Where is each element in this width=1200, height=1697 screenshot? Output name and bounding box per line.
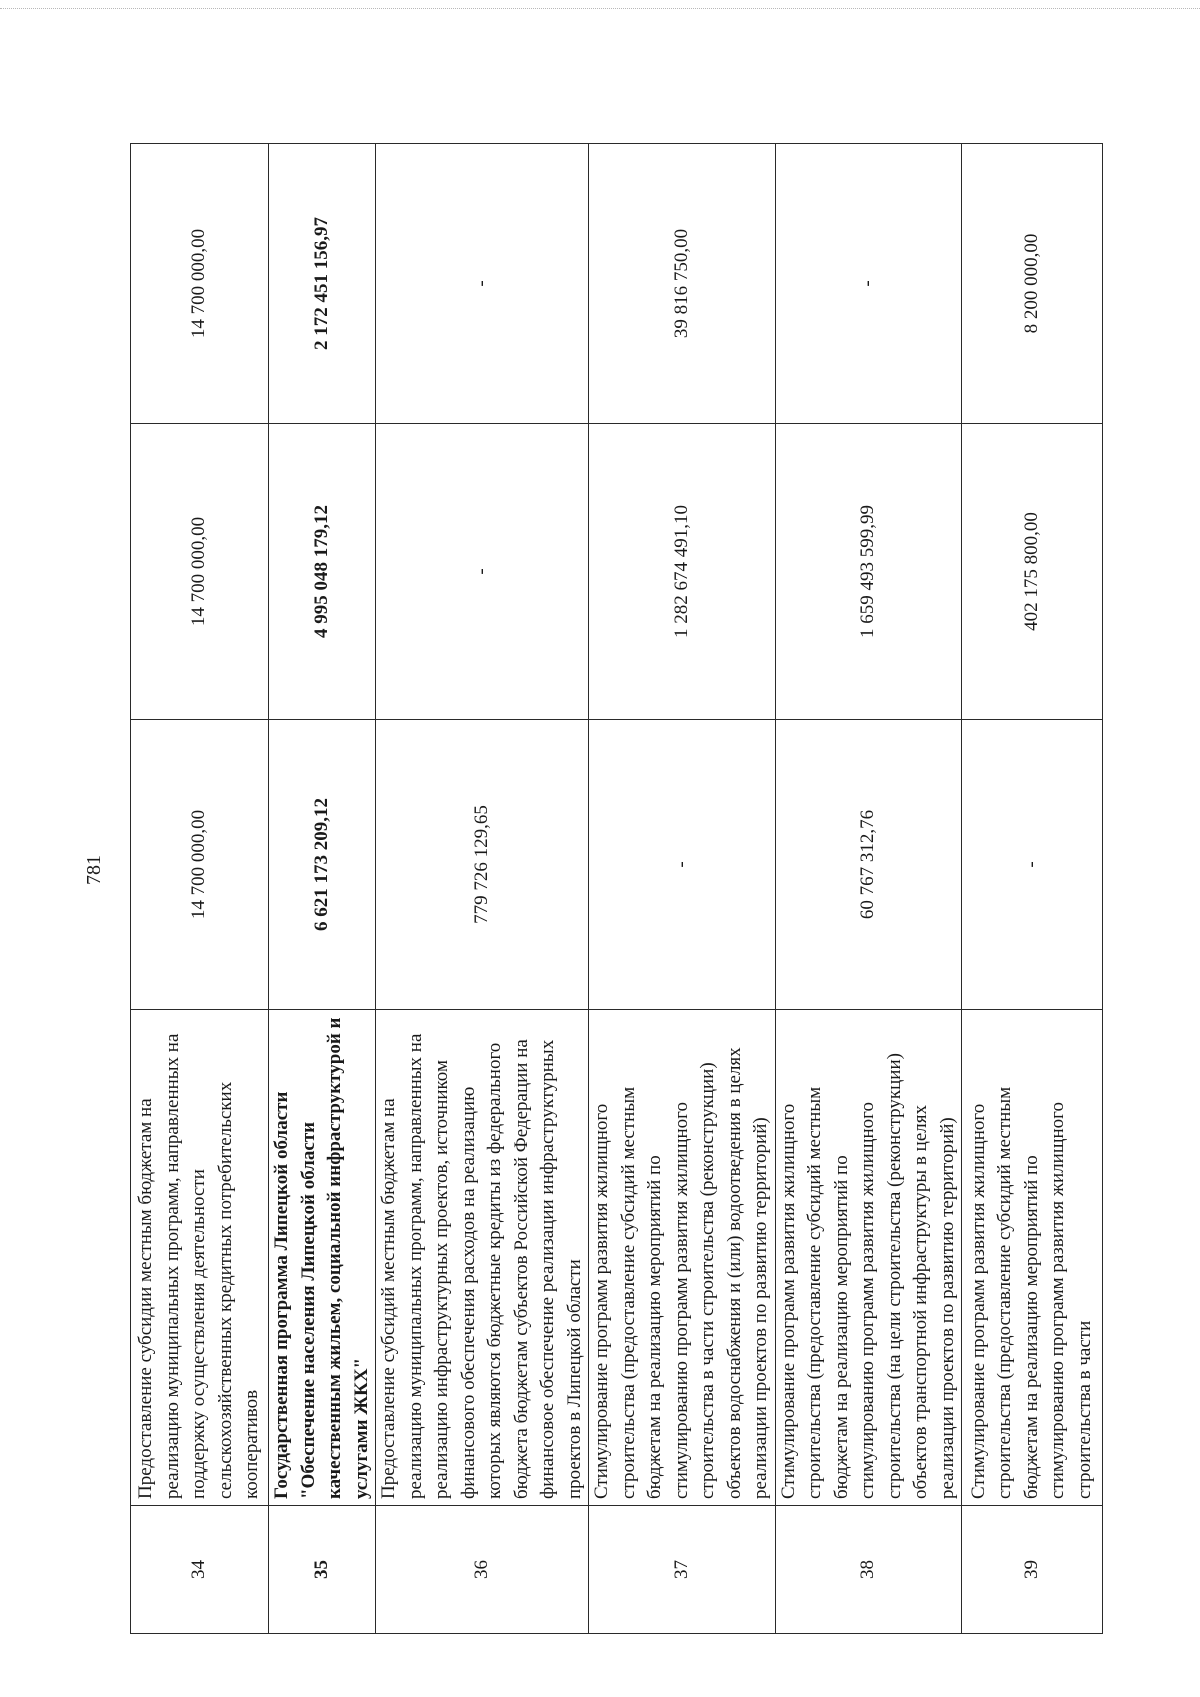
row-description: Стимулирование программ развития жилищного строительства (предоставление субсидий местным бюджетам на реализацию мероприятий по стимулированию программ развития жилищного строительства (на цели строительства (реконструкции) объектов транспортной инфраструктуры в целях реализации проектов по развитию территорий) [775, 1010, 962, 1506]
table-row-program [269, 144, 376, 1634]
row-value-1: 6 621 173 209,12 [269, 720, 376, 1010]
row-value-3: 2 172 451 156,97 [269, 144, 376, 424]
row-value-2: 402 175 800,00 [962, 424, 1103, 720]
table-row [589, 144, 776, 1634]
row-value-2: - [376, 424, 589, 720]
row-value-1: 779 726 129,65 [376, 720, 589, 1010]
row-value-2: 1 282 674 491,10 [589, 424, 776, 720]
row-number: 37 [589, 1506, 776, 1634]
budget-table [130, 143, 1103, 1634]
row-number: 38 [775, 1506, 962, 1634]
row-value-1: - [589, 720, 776, 1010]
table-row [962, 144, 1103, 1634]
row-description: Предоставление субсидий местным бюджетам на реализацию муниципальных программ, направленных на реализацию инфраструктурных проектов, источником финансового обеспечения расходов на реализацию которых являются бюджетные кредиты из федерального бюджета бюджетам субъектов Российской Федерации на финансовое обеспечение реализации инфраструктурных проектов в Липецкой области [376, 1010, 589, 1506]
row-value-3: - [775, 144, 962, 424]
rotated-table-wrapper [130, 144, 1098, 1634]
row-description: Государственная программа Липецкой области "Обеспечение населения Липецкой области качественным жильем, социальной инфраструктурой и услугами ЖКХ" [269, 1010, 376, 1506]
row-number: 35 [269, 1506, 376, 1634]
page-number: 781 [83, 855, 105, 885]
row-value-1: - [962, 720, 1103, 1010]
page-top-rule [0, 8, 1200, 9]
row-description: Предоставление субсидии местным бюджетам на реализацию муниципальных программ, направленных на поддержку осуществления деятельности сельскохозяйственных кредитных потребительских кооперативов [131, 1010, 269, 1506]
row-value-3: - [376, 144, 589, 424]
row-number: 39 [962, 1506, 1103, 1634]
row-number: 34 [131, 1506, 269, 1634]
row-description: Стимулирование программ развития жилищного строительства (предоставление субсидий местным бюджетам на реализацию мероприятий по стимулированию программ развития жилищного строительства в части строительства (реконструкции) объектов водоснабжения и (или) водоотведения в целях реализации проектов по развитию территорий) [589, 1010, 776, 1506]
row-value-2: 4 995 048 179,12 [269, 424, 376, 720]
row-value-1: 14 700 000,00 [131, 720, 269, 1010]
row-number: 36 [376, 1506, 589, 1634]
row-value-2: 14 700 000,00 [131, 424, 269, 720]
table-row [131, 144, 269, 1634]
row-value-1: 60 767 312,76 [775, 720, 962, 1010]
table-row [376, 144, 589, 1634]
row-value-3: 8 200 000,00 [962, 144, 1103, 424]
row-value-2: 1 659 493 599,99 [775, 424, 962, 720]
row-value-3: 39 816 750,00 [589, 144, 776, 424]
table-row [775, 144, 962, 1634]
row-value-3: 14 700 000,00 [131, 144, 269, 424]
row-description: Стимулирование программ развития жилищного строительства (предоставление субсидий местным бюджетам на реализацию мероприятий по стимулированию программ развития жилищного строительства в части [962, 1010, 1103, 1506]
